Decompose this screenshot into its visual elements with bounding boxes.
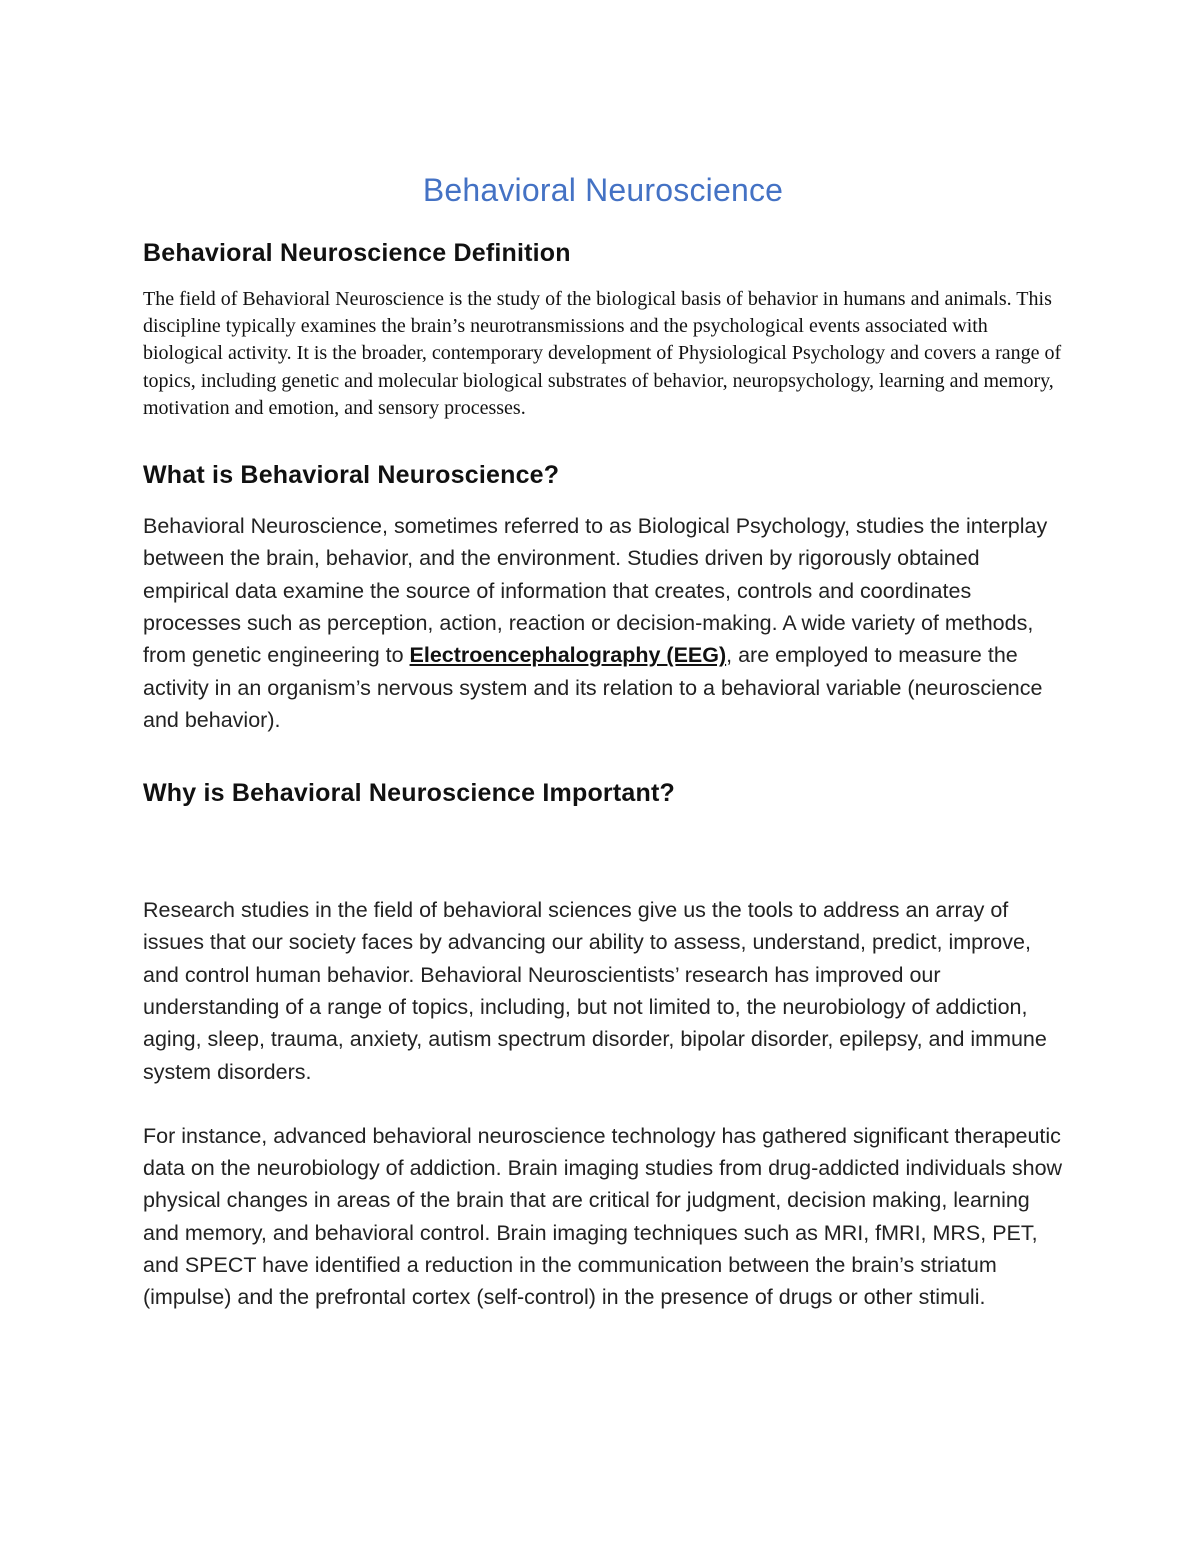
why-important-paragraph-1: Research studies in the field of behavioral sciences give us the tools to address an array of issues that our society faces by advancing our ability to assess, understand, predict, improve, and control human behavior. Behavioral Neuroscientists’ research has improved our understanding of a range of topics, including, but not limited to, the neurobiology of addiction, aging, sleep, trauma, anxiety, autism spectrum disorder, bipolar disorder, epilepsy, and immune system disorders. [143, 898, 1047, 1084]
what-is-heading: What is Behavioral Neuroscience? [143, 461, 560, 490]
what-is-paragraph [143, 510, 1063, 736]
what-is-text-before-link: Behavioral Neuroscience, sometimes referred to as Biological Psychology, studies the interplay between the brain, behavior, and the environment. Studies driven by rigorously obtained empirical data examine the source of information that creates, controls and coordinates processes such as perception, action, reaction or decision-making. A wide variety of methods, from genetic engineering to [143, 514, 1048, 668]
what-is-text-after-link: , are employed to measure the activity in an organism’s nervous system and its relation to a behavioral variable (neuroscience and behavior). [143, 643, 1043, 732]
definition-heading: Behavioral Neuroscience Definition [143, 239, 571, 267]
definition-paragraph: The field of Behavioral Neuroscience is the study of the biological basis of behavior in humans and animals. This discipline typically examines the brain’s neurotransmissions and the psychological events associated with biological activity. It is the broader, contemporary development of Physiological Psychology and covers a range of topics, including genetic and molecular biological substrates of behavior, neuropsychology, learning and memory, motivation and emotion, and sensory processes. [143, 288, 1062, 419]
document-content [143, 168, 1063, 1314]
eeg-link[interactable]: Electroencephalography (EEG) [409, 643, 727, 668]
why-important-paragraph-2: For instance, advanced behavioral neuroscience technology has gathered significant therapeutic data on the neurobiology of addiction. Brain imaging studies from drug-addicted individuals show physical changes in areas of the brain that are critical for judgment, decision making, learning and memory, and behavioral control. Brain imaging techniques such as MRI, fMRI, MRS, PET, and SPECT have identified a reduction in the communication between the brain’s striatum (impulse) and the prefrontal cortex (self-control) in the presence of drugs or other stimuli. [143, 1123, 1063, 1310]
why-important-heading: Why is Behavioral Neuroscience Important? [143, 779, 675, 808]
document-title: Behavioral Neuroscience [422, 172, 784, 208]
